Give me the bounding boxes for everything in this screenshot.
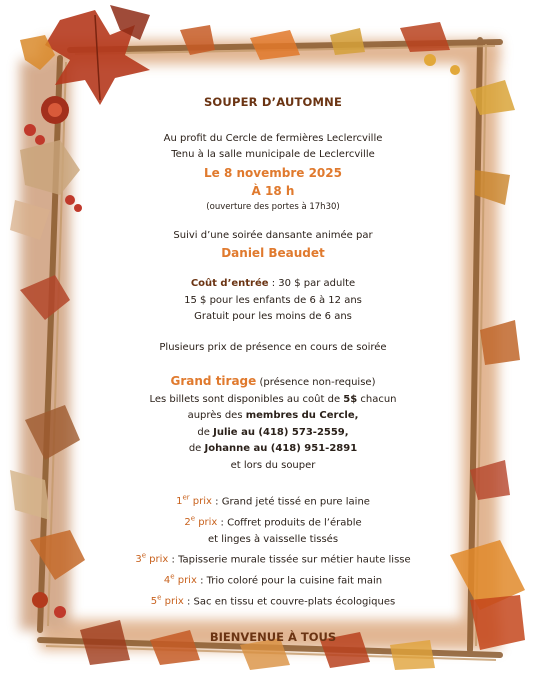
draw-title: Grand tirage [170,374,257,388]
prize-rank: 5e prix [150,593,184,608]
venue-line: Tenu à la salle municipale de Leclercville [171,149,375,160]
ticket-at-dinner: et lors du souper [230,459,316,471]
price-children: 15 $ pour les enfants de 6 à 12 ans [184,294,362,306]
ticket-text: Les billets sont disponibles au coût de [149,393,344,405]
prize-desc: : Tapisserie murale tissée sur métier haute lisse [168,554,411,566]
prize-rank: 2e prix [184,514,218,529]
prize-desc: : Trio coloré pour la cuisine fait main [196,575,383,587]
contact-prefix: de [197,426,214,438]
flyer-title: SOUPER D’AUTOMNE [203,95,343,109]
prize-rank: 3e prix [135,552,169,566]
prize-item [98,511,448,532]
ticket-price-line [98,392,448,409]
beneficiary-line: Au profit du Cercle de fermières Leclercville [163,132,383,144]
sellers-name: membres du Cercle, [245,410,359,421]
ticket-text-end: chacun [357,393,397,405]
doors-open-note: (ouverture des portes à 17h30) [206,201,340,212]
ticket-price: 5$ [343,393,358,405]
prize-item [98,548,448,569]
contact-johanne-phone: Johanne au (418) 951-2891 [204,443,358,454]
contact-julie [98,425,448,442]
event-flyer [98,94,448,645]
prize-list [98,490,448,611]
prize-item [98,490,448,511]
artist-name: Daniel Beaudet [221,246,325,260]
price-label: Coût d’entrée [190,278,269,289]
closing-text: BIENVENUE À TOUS [209,629,337,644]
draw-heading [98,372,448,392]
door-prizes-line: Plusieurs prix de présence en cours de soirée [159,341,387,353]
contact-prefix: de [188,443,205,454]
prize-rank: 1er prix [176,494,212,508]
prize-desc: : Coffret produits de l’érable [217,517,362,529]
prize-item-continued: et linges à vaisselle tissés [207,533,339,545]
contact-julie-phone: Julie au (418) 573-2559, [213,426,349,438]
event-date: Le 8 novembre 2025 [204,165,342,180]
price-free: Gratuit pour les moins de 6 ans [194,311,352,322]
contact-johanne [98,441,448,458]
draw-note: (présence non-requise) [256,377,376,388]
prize-item [98,569,448,590]
price-adult [98,276,448,293]
price-adult-value: : 30 $ par adulte [268,278,356,289]
sellers-prefix: auprès des [187,410,246,421]
prize-desc: : Grand jeté tissé en pure laine [211,496,370,508]
prize-desc: : Sac en tissu et couvre-plats écologiques [183,596,396,608]
prize-rank: 4e prix [163,572,197,587]
prize-item [98,590,448,611]
event-time: À 18 h [251,183,295,198]
ticket-sellers-line [98,408,448,425]
dance-line: Suivi d’une soirée dansante animée par [173,229,373,241]
